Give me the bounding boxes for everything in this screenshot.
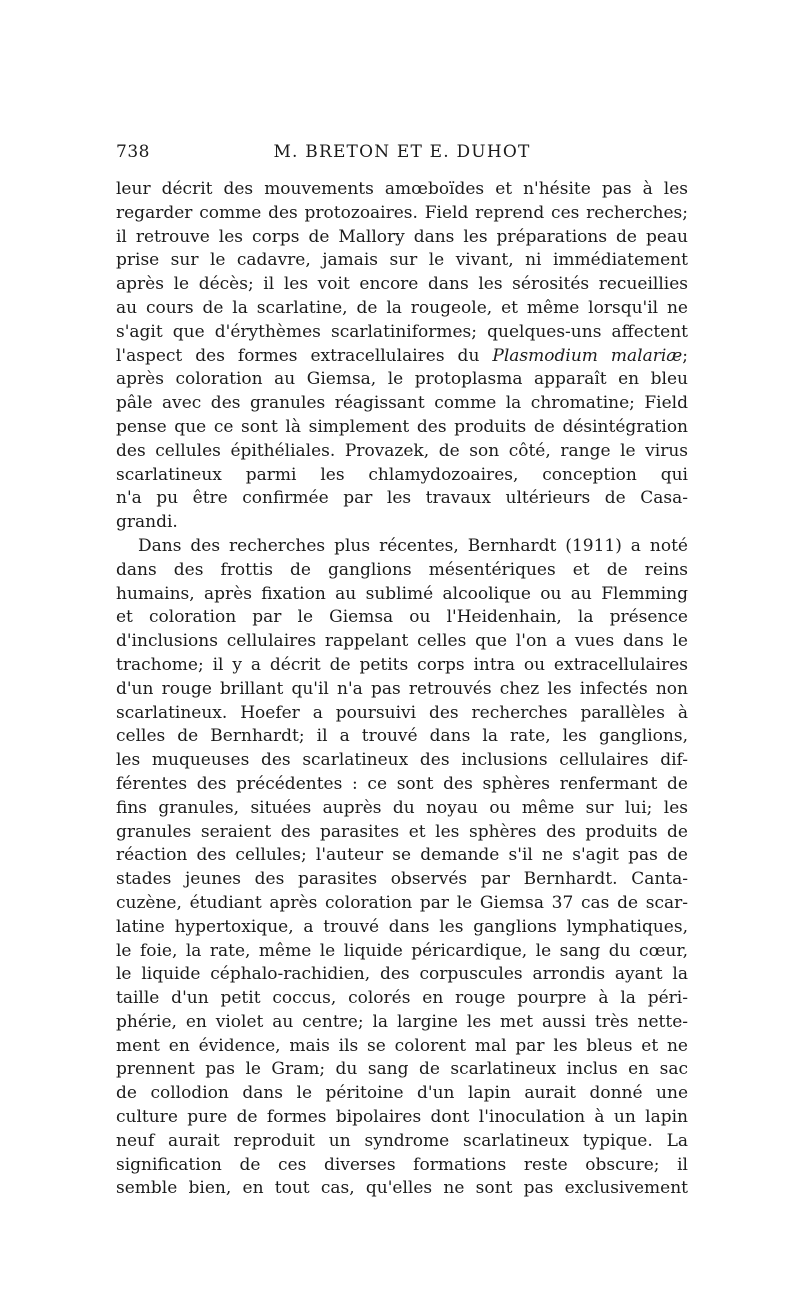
book-page: [110, 0, 690, 1304]
text-line: réaction des cellules; l'auteur se demande s'il ne s'agit pas de: [116, 845, 688, 866]
text-line: après le décès; il les voit encore dans les sérosités recueillies: [116, 274, 688, 295]
text-line: prennent pas le Gram; du sang de scarlatineux inclus en sac: [116, 1059, 688, 1080]
text-line: scarlatineux. Hoefer a poursuivi des recherches parallèles à: [116, 702, 688, 723]
text-line: le liquide céphalo-rachidien, des corpuscules arrondis ayant la: [116, 964, 688, 985]
text-line: dans des frottis de ganglions mésentériques et de reins: [116, 559, 688, 580]
text-line: prise sur le cadavre, jamais sur le vivant, ni immédiatement: [116, 250, 688, 271]
text-line: stades jeunes des parasites observés par Bernhardt. Canta-: [116, 869, 688, 890]
text-line: des cellules épithéliales. Provazek, de son côté, range le virus: [116, 440, 688, 461]
text-line: d'inclusions cellulaires rappelant celles que l'on a vues dans le: [116, 631, 688, 652]
page-number: 738: [116, 142, 150, 162]
text-line: n'a pu être confirmée par les travaux ultérieurs de Casa-: [116, 488, 688, 509]
text-line: culture pure de formes bipolaires dont l'inoculation à un lapin: [116, 1107, 688, 1128]
page-header: [116, 142, 688, 168]
text-line: s'agit que d'érythèmes scarlatiniformes; quelques-uns affectent: [116, 321, 688, 342]
text-line: regarder comme des protozoaires. Field reprend ces recherches;: [116, 202, 688, 223]
text-line: signification de ces diverses formations reste obscure; il: [116, 1154, 688, 1175]
italic-species-name: Plasmodium malariæ: [492, 345, 683, 366]
text-line: d'un rouge brillant qu'il n'a pas retrouvés chez les infectés non: [116, 678, 688, 699]
text-line: latine hypertoxique, a trouvé dans les ganglions lymphatiques,: [116, 916, 688, 937]
text-line: semble bien, en tout cas, qu'elles ne sont pas exclusivement: [116, 1178, 688, 1199]
text-line: celles de Bernhardt; il a trouvé dans la rate, les ganglions,: [116, 726, 688, 747]
text-line: de collodion dans le péritoine d'un lapin aurait donné une: [116, 1083, 688, 1104]
text-line: trachome; il y a décrit de petits corps intra ou extracellulaires: [116, 654, 688, 675]
text-line: le foie, la rate, même le liquide péricardique, le sang du cœur,: [116, 940, 688, 961]
text-line: taille d'un petit coccus, colorés en rouge pourpre à la péri-: [116, 988, 688, 1009]
text-line: ment en évidence, mais ils se colorent mal par les bleus et ne: [116, 1035, 688, 1056]
text-line: scarlatineux parmi les chlamydozoaires, conception qui: [116, 464, 688, 485]
text-line: après coloration au Giemsa, le protoplasma apparaît en bleu: [116, 369, 688, 390]
text-line: férentes des précédentes : ce sont des sphères renfermant de: [116, 773, 688, 794]
text-line: humains, après fixation au sublimé alcoolique ou au Flemming: [116, 583, 688, 604]
text-line: et coloration par le Giemsa ou l'Heidenhain, la présence: [116, 607, 688, 628]
running-head: M. BRETON ET E. DUHOT: [273, 142, 531, 162]
body-text: [116, 178, 688, 1201]
text-line: cuzène, étudiant après coloration par le Giemsa 37 cas de scar-: [116, 892, 688, 913]
text-fragment: l'aspect des formes extracellulaires du: [116, 345, 480, 366]
text-line: neuf aurait reproduit un syndrome scarlatineux typique. La: [116, 1130, 688, 1151]
text-line: les muqueuses des scarlatineux des inclusions cellulaires dif-: [116, 750, 688, 771]
text-line: phérie, en violet au centre; la largine les met aussi très nette-: [116, 1011, 688, 1032]
text-line: pâle avec des granules réagissant comme la chromatine; Field: [116, 393, 688, 414]
text-line: pense que ce sont là simplement des produits de désintégration: [116, 416, 688, 437]
text-line-with-italic: [116, 345, 688, 369]
text-line: leur décrit des mouvements amœboïdes et n'hésite pas à les: [116, 179, 688, 199]
text-line: au cours de la scarlatine, de la rougeole, et même lorsqu'il ne: [116, 297, 688, 318]
text-line: Dans des recherches plus récentes, Bernhardt (1911) a noté: [138, 535, 688, 556]
text-line: fins granules, situées auprès du noyau ou même sur lui; les: [116, 797, 688, 818]
text-line: grandi.: [116, 512, 178, 533]
text-line: granules seraient des parasites et les sphères des produits de: [116, 821, 688, 842]
text-line: il retrouve les corps de Mallory dans les préparations de peau: [116, 226, 688, 247]
text-fragment: ;: [682, 345, 688, 366]
